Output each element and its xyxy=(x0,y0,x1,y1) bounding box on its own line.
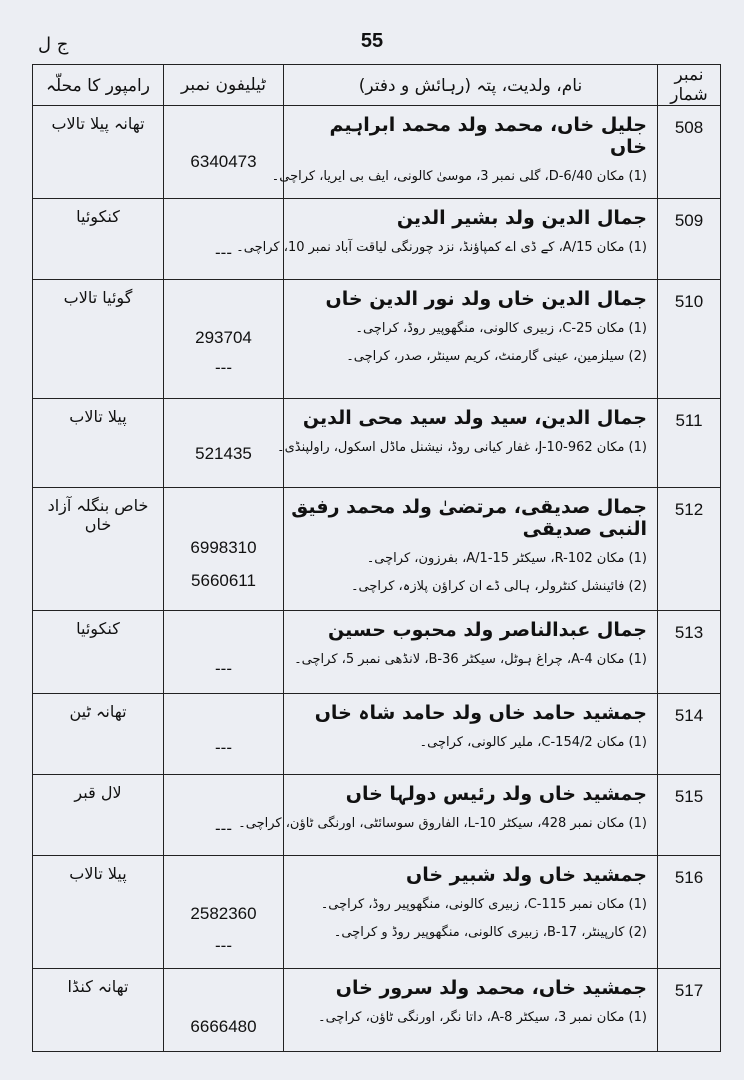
address-line: (1) مکان C-25، زبیری کالونی، منگھوپیر روڈ، کراچی۔ xyxy=(355,321,647,336)
area-cell: تھانہ پیلا تالاب xyxy=(33,106,164,199)
serial-cell: 510 xyxy=(658,280,721,399)
name-address-cell xyxy=(284,694,658,775)
phone-number: --- xyxy=(215,738,232,757)
address-line: (1) مکان نمبر 428، سیکٹر L-10، الفاروق سوسائٹی، اورنگی ٹاؤن، کراچی۔ xyxy=(238,816,647,831)
phone-cell xyxy=(164,775,284,856)
table-row xyxy=(33,488,721,611)
phone-number: 6340473 xyxy=(190,152,257,171)
phone-number: --- xyxy=(215,243,232,262)
area-cell: تھانہ کنڈا xyxy=(33,969,164,1052)
serial-cell: 508 xyxy=(658,106,721,199)
address-line: (1) مکان A-4، چراغ ہوٹل، سیکٹر B-36، لانڈھی نمبر 5، کراچی۔ xyxy=(294,652,647,667)
person-name: جمال عبدالناصر ولد محبوب حسین xyxy=(328,619,647,641)
name-address-cell xyxy=(284,488,658,611)
name-address-cell xyxy=(284,969,658,1052)
serial-cell: 512 xyxy=(658,488,721,611)
phone-cell xyxy=(164,106,284,199)
address-line: (1) مکان C-154/2، ملیر کالونی، کراچی۔ xyxy=(419,735,647,750)
person-name: جمال صدیقی، مرتضیٰ ولد محمد رفیق النبی صدیقی xyxy=(291,496,647,540)
name-address-cell xyxy=(236,199,658,280)
area-cell: تھانہ ٹین xyxy=(33,694,164,775)
person-name: جمال الدین خاں ولد نور الدین خاں xyxy=(325,288,647,310)
person-name: جمشید حامد خاں ولد حامد شاہ خاں xyxy=(314,702,647,724)
phone-number: --- xyxy=(215,936,232,955)
table-row xyxy=(33,199,721,280)
phone-cell xyxy=(164,969,284,1052)
table-row xyxy=(33,694,721,775)
register-table xyxy=(32,64,721,1052)
phone-cell xyxy=(164,611,284,694)
address-line: (1) مکان R-102، سیکٹر A/1-15، بفرزون، کراچی۔ xyxy=(366,551,647,566)
phone-number: --- xyxy=(215,819,232,838)
name-address-cell xyxy=(284,856,658,969)
phone-cell xyxy=(164,488,284,611)
header-phone: ٹیلیفون نمبر xyxy=(164,65,284,106)
area-cell: گوئیا تالاب xyxy=(33,280,164,399)
person-name: جمال الدین، سید ولد سید محی الدین xyxy=(302,407,647,429)
name-address-cell xyxy=(271,106,658,199)
phone-number: 6666480 xyxy=(190,1017,257,1036)
phone-number: 6998310 xyxy=(190,538,257,557)
address-line: (2) سیلزمین، عینی گارمنٹ، کریم سینٹر، صدر، کراچی۔ xyxy=(346,349,647,364)
phone-number: 521435 xyxy=(195,444,252,463)
table-row xyxy=(33,106,721,199)
table-row xyxy=(33,856,721,969)
table-row xyxy=(33,611,721,694)
phone-number: 5660611 xyxy=(191,571,256,590)
phone-cell xyxy=(164,280,284,399)
address-line: (1) مکان D-6/40، گلی نمبر 3، موسیٰ کالونی، ایف بی ایریا، کراچی۔ xyxy=(271,169,647,184)
phone-cell xyxy=(164,199,284,280)
phone-number: --- xyxy=(215,659,232,678)
area-cell: خاص بنگلہ آزاد خاں xyxy=(33,488,164,611)
phone-cell xyxy=(164,399,284,488)
person-name: جمشید خاں، محمد ولد سرور خاں xyxy=(335,977,647,999)
phone-cell xyxy=(164,856,284,969)
name-address-cell xyxy=(238,775,658,856)
phone-number: 2582360 xyxy=(190,904,257,923)
phone-number: 293704 xyxy=(195,328,252,347)
person-name: جمال الدین ولد بشیر الدین xyxy=(396,207,647,229)
header-name: نام، ولدیت، پتہ (رہائش و دفتر) xyxy=(284,65,658,106)
person-name: جمشید خاں ولد رئیس دولہا خاں xyxy=(345,783,647,805)
address-line: (2) کارپینٹر، B-17، زبیری کالونی، منگھوپیر روڈ و کراچی۔ xyxy=(333,925,647,940)
serial-cell: 517 xyxy=(658,969,721,1052)
table-row xyxy=(33,775,721,856)
table-row xyxy=(33,280,721,399)
name-address-cell xyxy=(284,611,658,694)
serial-cell: 514 xyxy=(658,694,721,775)
name-address-cell xyxy=(277,399,658,488)
address-line: (1) مکان 15/A، کے ڈی اے کمپاؤنڈ، نزد چورنگی لیاقت آباد نمبر 10، کراچی۔ xyxy=(236,240,647,255)
area-cell: کنکوئیا xyxy=(33,611,164,694)
corner-mark: ج ل xyxy=(38,34,69,55)
address-line: (1) مکان 962-J-10، غفار کیانی روڈ، نیشنل ماڈل اسکول، راولپنڈی۔ xyxy=(277,440,647,455)
header-area: رامپور کا محلّہ xyxy=(33,65,164,106)
page-number: 55 xyxy=(360,30,384,52)
serial-cell: 516 xyxy=(658,856,721,969)
address-line: (2) فائینشل کنٹرولر، ہالی ڈے ان کراؤن پلازہ، کراچی۔ xyxy=(350,579,647,594)
serial-cell: 513 xyxy=(658,611,721,694)
person-name: جمشید خاں ولد شبیر خاں xyxy=(406,864,647,886)
serial-cell: 509 xyxy=(658,199,721,280)
header-serial: نمبر شمار xyxy=(658,65,721,106)
area-cell: پیلا تالاب xyxy=(33,856,164,969)
area-cell: پیلا تالاب xyxy=(33,399,164,488)
phone-cell xyxy=(164,694,284,775)
person-name: جلیل خاں، محمد ولد محمد ابراہیم خاں xyxy=(329,114,647,158)
area-cell: کنکوئیا xyxy=(33,199,164,280)
header-row xyxy=(33,65,721,106)
address-line: (1) مکان نمبر 3، سیکٹر A-8، داتا نگر، اورنگی ٹاؤن، کراچی۔ xyxy=(317,1010,647,1025)
table-row xyxy=(33,399,721,488)
address-line: (1) مکان نمبر C-115، زبیری کالونی، منگھوپیر روڈ، کراچی۔ xyxy=(320,897,647,912)
table-row xyxy=(33,969,721,1052)
serial-cell: 515 xyxy=(658,775,721,856)
area-cell: لال قبر xyxy=(33,775,164,856)
serial-cell: 511 xyxy=(658,399,721,488)
name-address-cell xyxy=(284,280,658,399)
phone-number: --- xyxy=(215,358,232,377)
